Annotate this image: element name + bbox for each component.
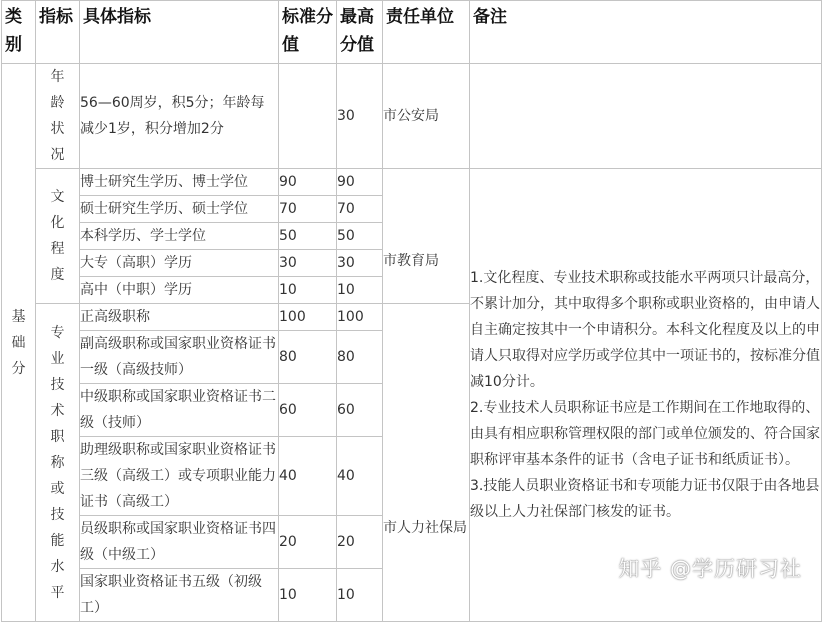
unit-cell: 市公安局 <box>383 64 470 169</box>
remark-note-3: 3.技能人员职业资格证书和专项能力证书仅限于由各地县级以上人力社保部门核发的证书。 <box>470 478 820 520</box>
header-standard: 标准分值 <box>279 1 337 64</box>
detail-cell: 大专（高职）学历 <box>80 250 279 277</box>
header-category: 类别 <box>2 1 36 64</box>
header-unit: 责任单位 <box>383 1 470 64</box>
detail-cell: 56—60周岁，积5分；年龄每减少1岁，积分增加2分 <box>80 64 279 169</box>
detail-cell: 正高级职称 <box>80 304 279 331</box>
max-cell: 30 <box>337 64 383 169</box>
indicator-age: 年 龄 状 况 <box>36 64 80 169</box>
detail-cell: 中级职称或国家职业资格证书二级（技师） <box>80 384 279 437</box>
standard-cell: 80 <box>279 331 337 384</box>
standard-cell: 50 <box>279 223 337 250</box>
points-table <box>1 0 822 622</box>
max-cell: 30 <box>337 250 383 277</box>
category-cell: 基 础 分 <box>2 64 36 622</box>
max-cell: 70 <box>337 196 383 223</box>
detail-cell: 员级职称或国家职业资格证书四级（中级工） <box>80 516 279 569</box>
max-cell: 80 <box>337 331 383 384</box>
indicator-education: 文 化 程 度 <box>36 169 80 304</box>
header-row <box>2 1 822 64</box>
detail-cell: 博士研究生学历、博士学位 <box>80 169 279 196</box>
standard-cell: 90 <box>279 169 337 196</box>
max-cell: 100 <box>337 304 383 331</box>
table-row <box>2 169 822 196</box>
unit-cell: 市人力社保局 <box>383 304 470 622</box>
max-cell: 90 <box>337 169 383 196</box>
detail-cell: 本科学历、学士学位 <box>80 223 279 250</box>
standard-cell: 10 <box>279 569 337 622</box>
table-row <box>2 64 822 169</box>
header-indicator: 指标 <box>36 1 80 64</box>
detail-cell: 硕士研究生学历、硕士学位 <box>80 196 279 223</box>
standard-cell: 100 <box>279 304 337 331</box>
watermark: 知乎 @学历研习社 <box>618 557 802 581</box>
max-cell: 60 <box>337 384 383 437</box>
unit-cell: 市教育局 <box>383 169 470 304</box>
header-detail: 具体指标 <box>80 1 279 64</box>
remark-note-2: 2.专业技术人员职称证书应是工作期间在工作地取得的、由具有相应职称管理权限的部门或单位颁发的、符合国家职称评审基本条件的证书（含电子证书和纸质证书）。 <box>470 400 820 468</box>
max-cell: 10 <box>337 569 383 622</box>
standard-cell: 60 <box>279 384 337 437</box>
detail-cell: 助理级职称或国家职业资格证书三级（高级工）或专项职业能力证书（高级工） <box>80 437 279 516</box>
indicator-professional: 专 业 技 术 职 称 或 技 能 水 平 <box>36 304 80 622</box>
standard-cell: 70 <box>279 196 337 223</box>
standard-cell: 40 <box>279 437 337 516</box>
detail-cell: 副高级职称或国家职业资格证书一级（高级技师） <box>80 331 279 384</box>
max-cell: 40 <box>337 437 383 516</box>
header-remarks: 备注 <box>470 1 822 64</box>
header-max: 最高分值 <box>337 1 383 64</box>
remarks-empty-cell <box>470 64 822 169</box>
max-cell: 10 <box>337 277 383 304</box>
standard-cell: 20 <box>279 516 337 569</box>
max-cell: 50 <box>337 223 383 250</box>
detail-cell: 国家职业资格证书五级（初级工） <box>80 569 279 622</box>
standard-cell: 10 <box>279 277 337 304</box>
detail-cell: 高中（中职）学历 <box>80 277 279 304</box>
remark-note-1: 1.文化程度、专业技术职称或技能水平两项只计最高分，不累计加分，其中取得多个职称或职业资格的，由申请人自主确定按其中一个申请积分。本科文化程度及以上的申请人只取得对应学历或学位其中一项证书的，按标准分值减10分计。 <box>470 270 820 390</box>
standard-cell <box>279 64 337 169</box>
standard-cell: 30 <box>279 250 337 277</box>
max-cell: 20 <box>337 516 383 569</box>
